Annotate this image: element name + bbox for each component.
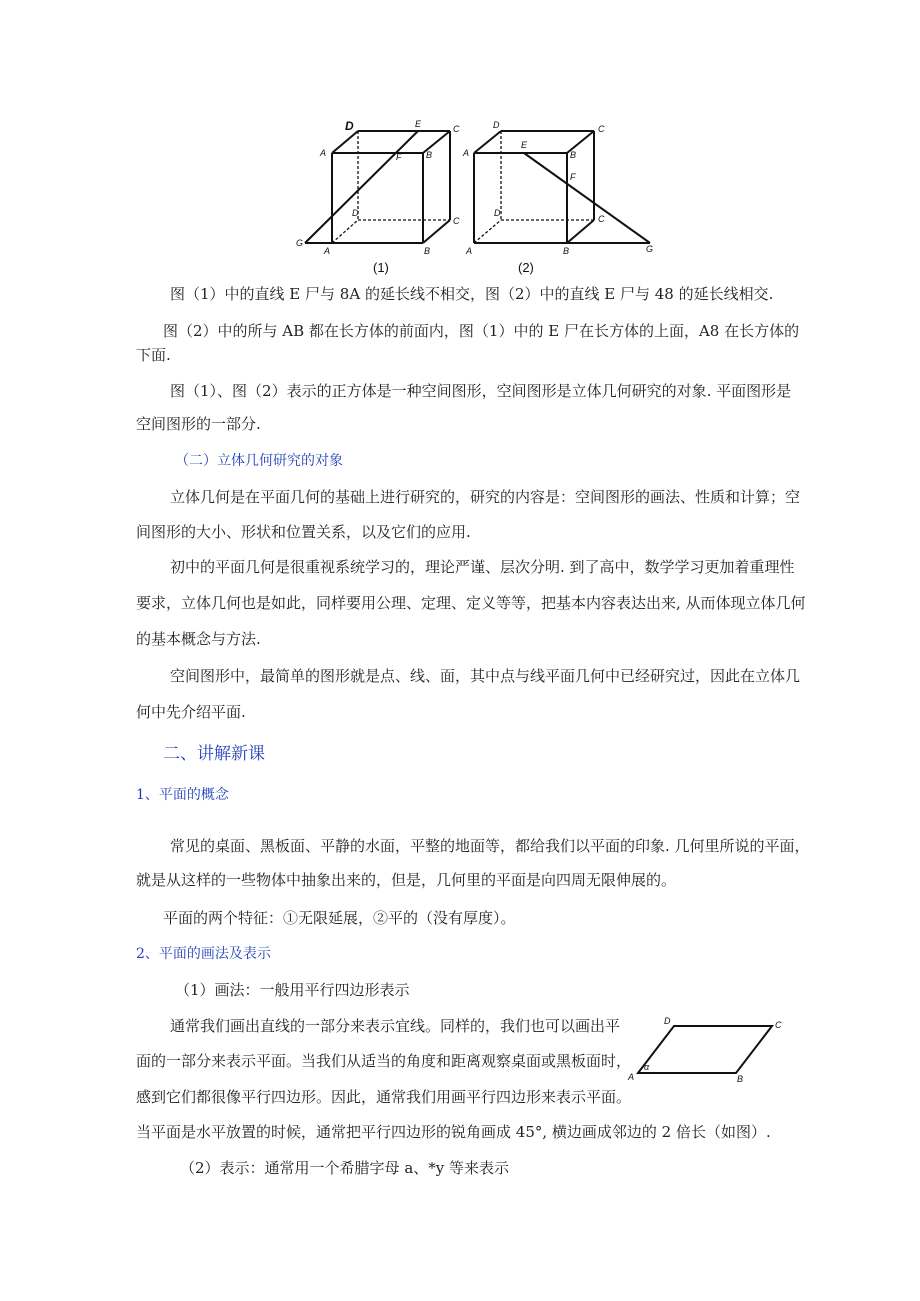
- label-G: G: [646, 244, 654, 254]
- paragraph: 感到它们都很像平行四边形。因此，通常我们用画平行四边形来表示平面。: [136, 1088, 632, 1106]
- label-F: F: [570, 172, 576, 182]
- label-D: D: [352, 208, 359, 218]
- paragraph: 平面的两个特征：①无限延展，②平的（没有厚度）。: [163, 909, 516, 927]
- paragraph: 立体几何是在平面几何的基础上进行研究的，研究的内容是：空间图形的画法、性质和计算；空: [170, 488, 801, 506]
- cube-figure-2: [460, 112, 660, 280]
- label-F: F: [396, 152, 402, 162]
- label-A1: A: [463, 148, 470, 158]
- label-alpha: α: [644, 1062, 650, 1072]
- paragraph: 常见的桌面、黑板面、平静的水面，平整的地面等，都给我们以平面的印象. 几何里所说的平面，: [170, 837, 810, 855]
- paragraph: 要求，立体几何也是如此，同样要用公理、定理、定义等等，把基本内容表达出来, 从而体现立体几何: [136, 594, 806, 612]
- paragraph: 初中的平面几何是很重视系统学习的，理论严谨、层次分明. 到了高中，数学学习更加着重理性: [170, 558, 795, 576]
- subsection-heading: （二）立体几何研究的对象: [175, 453, 343, 469]
- paragraph: 空间图形的一部分.: [136, 415, 261, 433]
- label-D1: D: [493, 120, 500, 130]
- paragraph: 图（1）中的直线 E 尸与 8A 的延长线不相交，图（2）中的直线 E 尸与 48 的延长线相交.: [170, 285, 774, 303]
- parallelogram-figure: [625, 1015, 790, 1087]
- label-D: D: [494, 208, 501, 218]
- label-B: B: [563, 246, 570, 256]
- paragraph: 下面.: [136, 346, 171, 364]
- label-D: D: [664, 1016, 671, 1026]
- label-C1: C: [453, 124, 460, 134]
- label-A: A: [628, 1072, 635, 1082]
- paragraph: 空间图形中，最简单的图形就是点、线、面，其中点与线平面几何中已经研究过，因此在立体几: [170, 667, 801, 685]
- paragraph: （1）画法：一般用平行四边形表示: [175, 981, 410, 999]
- figure-caption: (2): [518, 260, 534, 275]
- heading-plane-drawing: 2、平面的画法及表示: [136, 946, 271, 962]
- label-C: C: [598, 214, 605, 224]
- label-C: C: [453, 216, 460, 226]
- cube-figure-1: [295, 112, 475, 280]
- label-B1: B: [426, 150, 433, 160]
- paragraph: （2）表示：通常用一个希腊字母 a、*y 等来表示: [180, 1159, 509, 1177]
- label-B: B: [737, 1074, 744, 1084]
- label-A: A: [324, 246, 331, 256]
- label-E: E: [415, 119, 422, 129]
- paragraph: 就是从这样的一些物体中抽象出来的，但是，几何里的平面是向四周无限伸展的。: [136, 871, 677, 889]
- heading-plane-concept: 1、平面的概念: [136, 787, 229, 803]
- paragraph: 间图形的大小、形状和位置关系，以及它们的应用.: [136, 523, 471, 541]
- paragraph: 图（1）、图（2）表示的正方体是一种空间图形，空间图形是立体几何研究的对象. 平面图形是: [170, 382, 792, 400]
- label-B1: B: [570, 150, 577, 160]
- label-D1: D: [345, 119, 354, 133]
- label-C: C: [775, 1020, 782, 1030]
- section-heading: 二、讲解新课: [163, 744, 265, 764]
- figure-caption: (1): [373, 260, 389, 275]
- label-A: A: [466, 246, 473, 256]
- label-B: B: [424, 246, 431, 256]
- label-A1: A: [320, 148, 327, 158]
- paragraph: 图（2）中的所与 AB 都在长方体的前面内，图（1）中的 E 尸在长方体的上面，A8 在长方体的: [163, 322, 800, 340]
- paragraph: 何中先介绍平面.: [136, 703, 246, 721]
- label-C1: C: [598, 124, 605, 134]
- paragraph: 通常我们画出直线的一部分来表示宜线。同样的，我们也可以画出平: [170, 1017, 621, 1035]
- paragraph: 面的一部分来表示平面。当我们从适当的角度和距离观察桌面或黑板面时，: [136, 1052, 632, 1070]
- paragraph: 的基本概念与方法.: [136, 630, 261, 648]
- label-E: E: [521, 140, 528, 150]
- label-G: G: [296, 238, 304, 248]
- paragraph: 当平面是水平放置的时候，通常把平行四边形的锐角画成 45°, 横边画成邻边的 2 倍长（如图）.: [136, 1123, 771, 1141]
